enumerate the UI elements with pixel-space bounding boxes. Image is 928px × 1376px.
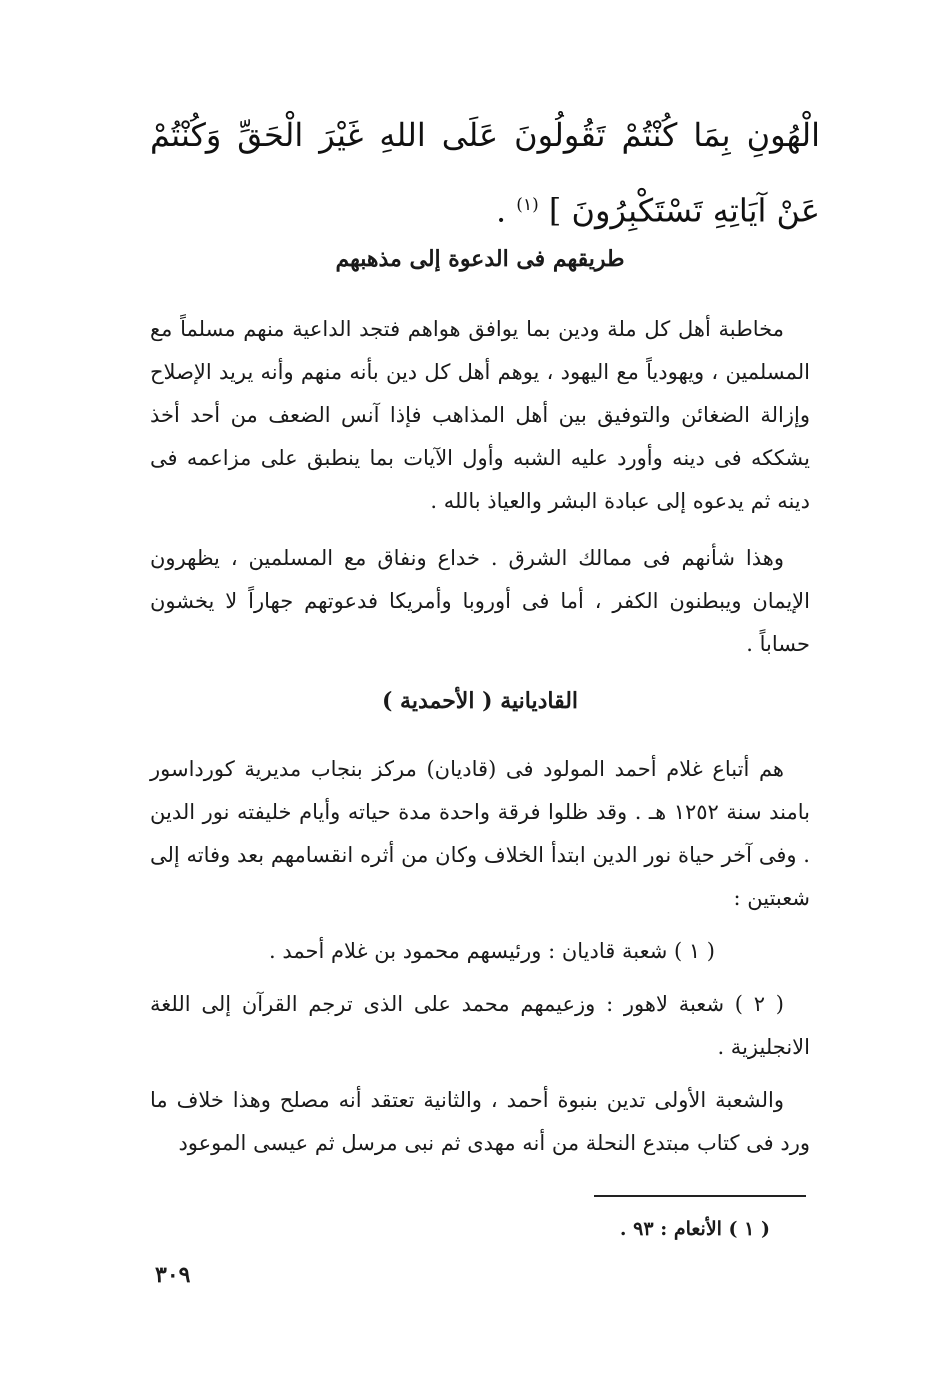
paragraph: والشعبة الأولى تدين بنبوة أحمد ، والثانية تعتقد أنه مصلح وهذا خلاف ما ورد فى كتاب مبتدع النحلة من أنه مهدى ثم نبى مرسل ثم عيسى الموعود [150,1088,810,1155]
section-heading-method: طريقهم فى الدعوة إلى مذهبهم [335,246,625,272]
paragraph: هم أتباع غلام أحمد المولود فى (قاديان) مركز بنجاب مديرية كورداسور بامند سنة ١٢٥٢ هـ . وقد ظلوا فرقة واحدة مدة حياته وأيام خليفته نور الدين . وفى آخر حياة نور الدين ابتدأ الخلاف وكان من أثره انقسامهم بعد وفاته إلى شعبتين : [150,757,810,910]
list-item: ( ١ ) شعبة قاديان : ورئيسهم محمود بن غلام أحمد . [269,939,715,963]
footnote: ( ١ ) الأنعام : ٩٣ . [619,1218,770,1240]
footnote-mark: (١) [516,195,539,215]
section-heading-qadiani: القاديانية ( الأحمدية ) [381,688,579,714]
verse-end: . [495,191,507,230]
section-qadiani-body [150,748,810,1165]
page-number: ٣٠٩ [155,1262,191,1288]
list-item: ( ٢ ) شعبة لاهور : وزعيمهم محمد على الذى ترجم القرآن إلى اللغة الانجليزية . [150,992,810,1059]
paragraph: وهذا شأنهم فى ممالك الشرق . خداع ونفاق مع المسلمين ، يظهرون الإيمان ويبطنون الكفر ، أما فى أوروبا وأمريكا فدعوتهم جهاراً لا يخشون حساباً . [150,546,810,656]
verse-text: الْهُونِ بِمَا كُنْتُمْ تَقُولُونَ عَلَى اللهِ غَيْرَ الْحَقِّ وَكُنْتُمْ عَنْ آيَاتِهِ تَسْتَكْبِرُونَ ] [150,116,820,230]
section-method-body [150,308,810,666]
footnote-divider [594,1195,806,1197]
quran-verse [150,100,820,246]
paragraph: مخاطبة أهل كل ملة ودين بما يوافق هواهم فتجد الداعية منهم مسلماً مع المسلمين ، ويهودياً مع اليهود ، يوهم أهل كل دين بأنه منهم وأنه يريد الإصلاح وإزالة الضغائن والتوفيق بين أهل المذاهب فإذا آنس الضعف من أحد أخذ يشككه فى دينه وأورد عليه الشبه وأول الآيات بما ينطبق على مزاعمه فى دينه ثم يدعوه إلى عبادة البشر والعياذ بالله . [150,317,810,513]
